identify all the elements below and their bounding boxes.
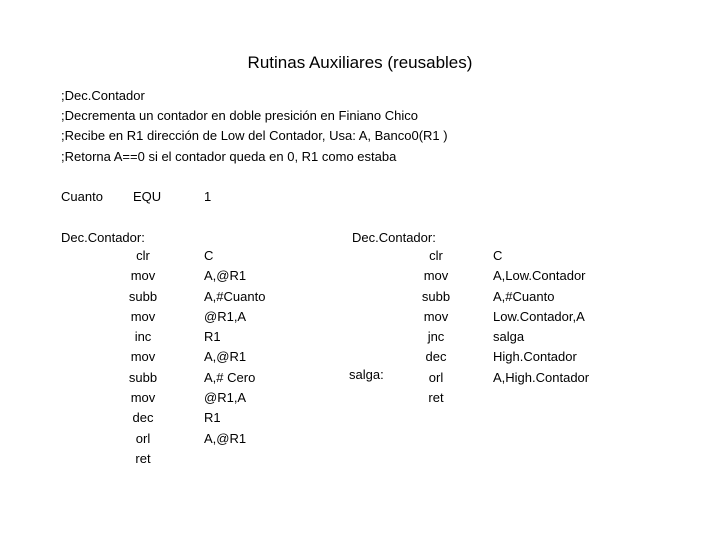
left-operand: @R1,A [204,390,247,406]
left-operand: A,#Cuanto [204,288,266,304]
left-instruction: subb [128,369,158,385]
right-instruction: ret [428,390,444,406]
equ-directive: EQU [133,189,162,204]
left-instruction: mov [130,349,156,365]
left-instruction: clr [136,248,150,263]
left-instruction: mov [130,390,156,406]
comment-returns: ;Retorna A==0 si el contador queda en 0, R1 como estaba [61,149,397,164]
left-operand: R1 [204,329,221,345]
right-instruction: mov [423,308,449,324]
right-instruction: dec [425,349,447,365]
right-operand: salga [493,329,525,345]
right-instruction: clr [429,248,443,263]
right-instruction: subb [421,288,451,304]
left-operand: A,@R1 [204,349,247,365]
right-operand: A,Low.Contador [493,268,586,284]
comment-routine-name: ;Dec.Contador [61,88,145,103]
left-operand: A,@R1 [204,430,247,446]
right-operand: High.Contador [493,349,577,365]
left-instruction: mov [130,308,156,324]
equ-symbol: Cuanto [61,189,103,204]
right-routine-label: Dec.Contador: [352,230,436,245]
right-operand: C [493,248,503,263]
right-operand: A,#Cuanto [493,288,555,304]
right-instruction-list [414,246,458,408]
page-title: Rutinas Auxiliares (reusables) [247,53,473,72]
comment-description: ;Decrementa un contador en doble presición en Finiano Chico [61,108,418,123]
left-operand-list [204,246,324,449]
left-operand: R1 [204,410,221,426]
left-routine-label: Dec.Contador: [61,230,145,245]
left-instruction: orl [135,430,151,446]
branch-label: salga: [349,367,384,382]
left-instruction: inc [134,329,152,345]
comment-receives: ;Recibe en R1 dirección de Low del Contador, Usa: A, Banco0(R1 ) [61,128,448,143]
left-instruction: mov [130,268,156,284]
left-operand: A,# Cero [204,369,256,385]
left-operand: C [204,248,214,263]
left-instruction: ret [135,450,151,466]
right-operand: Low.Contador,A [493,308,585,324]
right-operand: A,High.Contador [493,369,590,385]
left-instruction: subb [128,288,158,304]
left-instruction-list [125,246,161,469]
right-instruction: jnc [427,329,445,345]
right-operand-list [493,246,643,388]
right-instruction: mov [423,268,449,284]
equ-value: 1 [204,189,212,204]
right-instruction: orl [428,369,444,385]
left-operand: A,@R1 [204,268,247,284]
left-operand: @R1,A [204,308,247,324]
left-instruction: dec [132,410,154,426]
